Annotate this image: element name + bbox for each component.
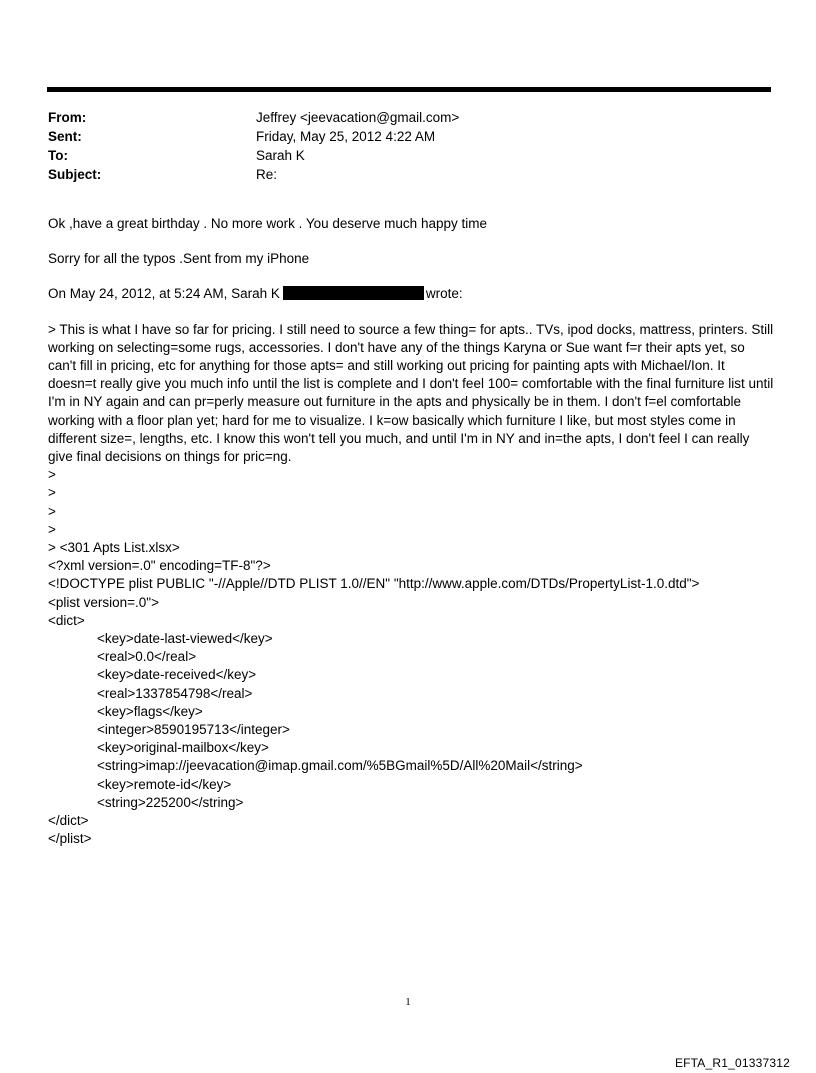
xml-declaration: <?xml version=.0" encoding=TF-8"?> bbox=[48, 558, 271, 574]
to-value: Sarah K bbox=[256, 148, 305, 163]
body-line-birthday: Ok ,have a great birthday . No more work . You deserve much happy time bbox=[48, 216, 487, 231]
email-header bbox=[48, 108, 768, 184]
dict-close: </dict> bbox=[48, 813, 89, 829]
quote-intro bbox=[48, 285, 776, 303]
quote-marker: > bbox=[48, 467, 56, 483]
quote-marker: > bbox=[48, 485, 56, 501]
email-body bbox=[48, 215, 776, 849]
subject-value: Re: bbox=[256, 167, 278, 182]
plist-key: <key>flags</key> bbox=[97, 703, 203, 719]
quoted-paragraph: > This is what I have so far for pricing. I still need to source a few thing= for apts.. TVs, ipod docks, mattress, printers. Still working on selecting=some rugs, accessories. I don't have any of the things Karyna or Sue want f=r their apts yet, so can't fill in pricing, etc for anything for those apts= and still working out pricing for painting apts with Michael/Ion. It doesn=t really give you much info until the list is complete and I don't feel 100= comfortable with the final furniture list until I'm in NY again and can pr=perly measure out furniture in the apts and physically be in them. I don't f=el comfortable working with a floor plan yet; hard for me to visualize. I k=ow basically which furniture I like, but most styles come in different size=, lengths, etc. I know this won't tell you much, and until I'm in NY and in=the apts, I don't feel I can really give final decisions on things for pric=ng. bbox=[48, 321, 774, 465]
plist-value: <real>1337854798</real> bbox=[97, 685, 253, 701]
subject-label: Subject: bbox=[48, 167, 102, 182]
plist-key: <key>date-last-viewed</key> bbox=[97, 631, 273, 647]
plist-close: </plist> bbox=[48, 831, 92, 847]
quote-marker: > bbox=[48, 521, 56, 537]
sent-row bbox=[48, 127, 768, 146]
from-row bbox=[48, 108, 768, 127]
to-row bbox=[48, 146, 768, 165]
quote-marker: > bbox=[48, 503, 56, 519]
plist-key: <key>original-mailbox</key> bbox=[97, 740, 269, 756]
plist-value: <real>0.0</real> bbox=[97, 649, 197, 665]
dict-open: <dict> bbox=[48, 612, 85, 628]
to-label: To: bbox=[48, 148, 68, 163]
sent-value: Friday, May 25, 2012 4:22 AM bbox=[256, 129, 436, 144]
doctype-line: <!DOCTYPE plist PUBLIC "-//Apple//DTD PLIST 1.0//EN" "http://www.apple.com/DTDs/PropertyList-1.0.dtd"> bbox=[48, 576, 700, 592]
plist-open: <plist version=.0"> bbox=[48, 594, 159, 610]
body-line-typos: Sorry for all the typos .Sent from my iPhone bbox=[48, 251, 310, 267]
plist-value: <string>imap://jeevacation@imap.gmail.com/%5BGmail%5D/All%20Mail</string> bbox=[97, 758, 583, 774]
redaction-bar bbox=[283, 286, 424, 300]
document-id: EFTA_R1_01337312 bbox=[674, 1056, 790, 1070]
sent-label: Sent: bbox=[48, 129, 82, 144]
plist-value: <string>225200</string> bbox=[97, 794, 244, 810]
quote-intro-wrote: wrote: bbox=[425, 286, 463, 302]
plist-value: <integer>8590195713</integer> bbox=[97, 722, 290, 738]
plist-key: <key>remote-id</key> bbox=[97, 776, 232, 792]
from-value: Jeffrey <jeevacation@gmail.com> bbox=[256, 110, 460, 125]
quote-intro-text: On May 24, 2012, at 5:24 AM, Sarah K bbox=[48, 286, 280, 302]
header-divider bbox=[47, 87, 771, 92]
attachment-line: > <301 Apts List.xlsx> bbox=[48, 540, 180, 556]
from-label: From: bbox=[48, 110, 87, 125]
plist-key: <key>date-received</key> bbox=[97, 667, 257, 683]
subject-row bbox=[48, 165, 768, 184]
page-number: 1 bbox=[405, 996, 411, 1008]
